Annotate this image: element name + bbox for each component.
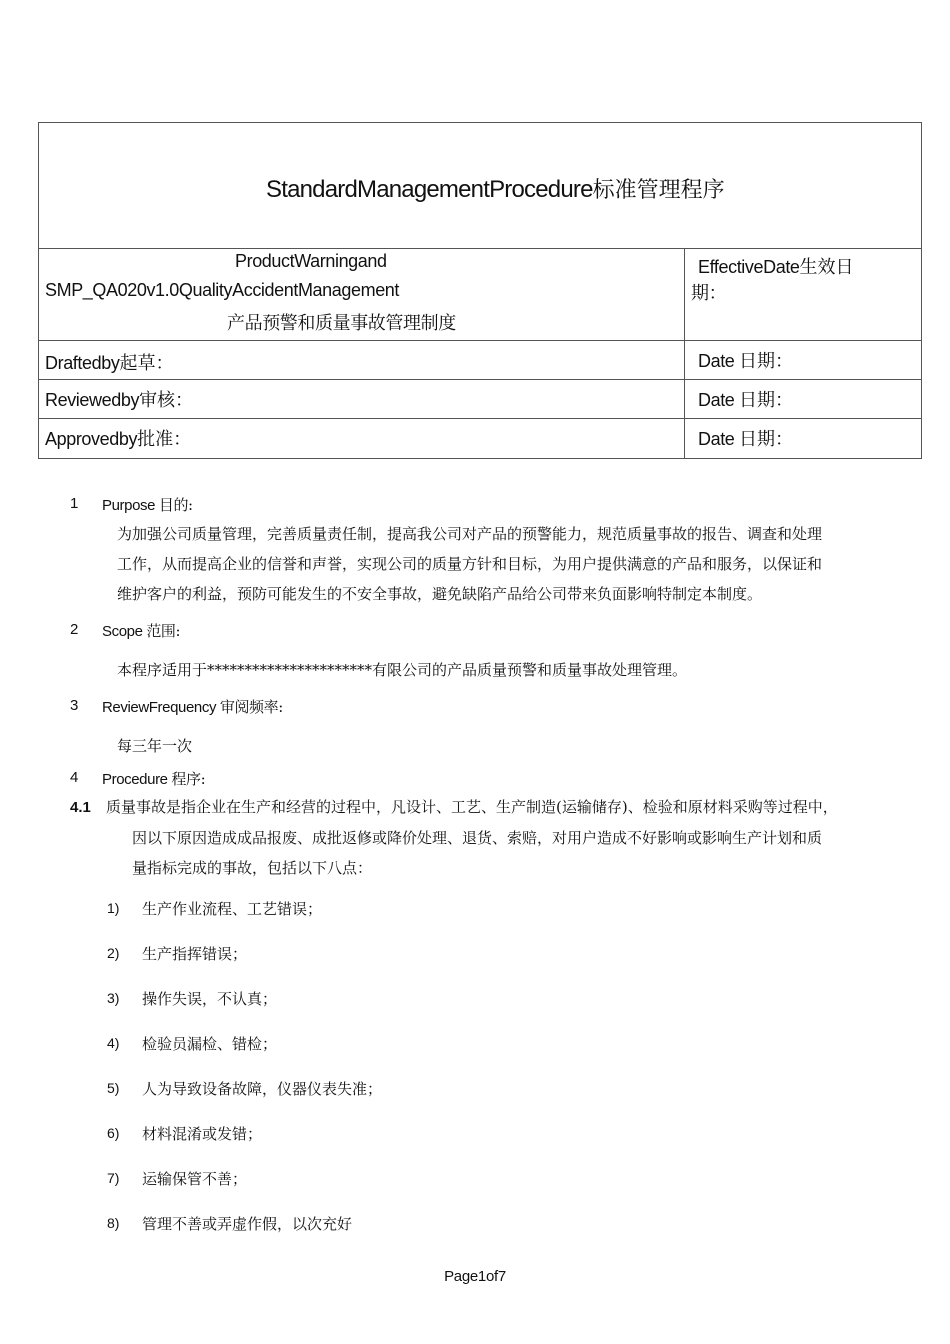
doc-code: SMP_QA020v1.0	[45, 280, 179, 300]
section-number: 3	[70, 697, 79, 714]
list-item: 生产指挥错误；	[142, 945, 248, 963]
list-item-number: 5)	[107, 1080, 120, 1096]
list-item: 生产作业流程、工艺错误；	[142, 900, 323, 918]
purpose-paragraph: 为加强公司质量管理，完善质量责任制，提高我公司对产品的预警能力，规范质量事故的报告、调查和处理 工作，从而提高企业的信誉和声誉，实现公司的质量方针和目标，为用户提供满意的产品和服务，以保证和 维护客户的利益，预防可能发生的不安全事故，避免缺陷产品给公司带来负面影响特制定本制度。	[117, 525, 823, 603]
list-item: 材料混淆或发错；	[142, 1125, 263, 1143]
subsection-4-1-line3: 量指标完成的事故，包括以下八点：	[132, 859, 373, 877]
list-item: 人为导致设备故障，仪器仪表失准；	[142, 1080, 383, 1098]
reviewed-by-label: Reviewedby审核：	[45, 390, 194, 411]
list-item-number: 1)	[107, 900, 120, 916]
list-item: 操作失误，不认真；	[142, 990, 278, 1008]
drafted-date-label: Date 日期：	[698, 351, 794, 372]
section-title-purpose: Purpose 目的:	[102, 496, 193, 514]
section-number: 2	[70, 621, 79, 638]
title-zh: 标准管理程序	[592, 178, 725, 203]
title-cell	[39, 123, 921, 249]
list-item-number: 7)	[107, 1170, 120, 1186]
doc-name-line1: ProductWarningand	[235, 251, 387, 271]
list-item-number: 3)	[107, 990, 120, 1006]
document-title	[266, 173, 725, 204]
review-frequency-text: 每三年一次	[117, 737, 193, 755]
section-number: 4	[70, 769, 79, 786]
list-item-number: 6)	[107, 1125, 120, 1141]
title-en: StandardManagementProcedure	[266, 176, 593, 203]
list-item: 管理不善或弄虚作假，以次充好	[142, 1215, 353, 1233]
section-title-procedure: Procedure 程序:	[102, 770, 206, 788]
subsection-4-1-line2: 因以下原因造成成品报废、成批返修或降价处理、退货、索赔，对用户造成不好影响或影响生产计划和质	[132, 829, 823, 847]
header-table	[38, 122, 922, 459]
subsection-number: 4.1	[70, 799, 91, 816]
doc-name-zh: 产品预警和质量事故管理制度	[227, 313, 456, 334]
doc-code-line	[45, 280, 399, 301]
subsection-4-1-line1: 质量事故是指企业在生产和经营的过程中，凡设计、工艺、生产制造(运输储存)、检验和原材料采购等过程中，	[106, 798, 838, 816]
approved-by-label: Approvedby批准：	[45, 429, 192, 450]
scope-paragraph: 本程序适用于**********************有限公司的产品质量预警和质量事故处理管理。	[117, 661, 688, 679]
approved-date-label: Date 日期：	[698, 429, 794, 450]
row-divider	[39, 379, 921, 380]
section-title-scope: Scope 范围:	[102, 622, 181, 640]
section-title-review-frequency: ReviewFrequency 审阅频率:	[102, 698, 283, 716]
list-item: 运输保管不善；	[142, 1170, 248, 1188]
list-item-number: 4)	[107, 1035, 120, 1051]
list-item-number: 8)	[107, 1215, 120, 1231]
list-item-number: 2)	[107, 945, 120, 961]
effective-date-label: EffectiveDate生效日	[698, 257, 854, 278]
doc-name-line2: QualityAccidentManagement	[178, 280, 400, 300]
section-number: 1	[70, 495, 79, 512]
column-divider	[684, 249, 685, 459]
reviewed-date-label: Date 日期：	[698, 390, 794, 411]
row-divider	[39, 418, 921, 419]
effective-date-label-cont: 期：	[691, 283, 727, 304]
page-number: Page1of7	[444, 1268, 506, 1285]
row-divider	[39, 340, 921, 341]
drafted-by-label: Draftedby起草：	[45, 353, 174, 374]
list-item: 检验员漏检、错检；	[142, 1035, 278, 1053]
